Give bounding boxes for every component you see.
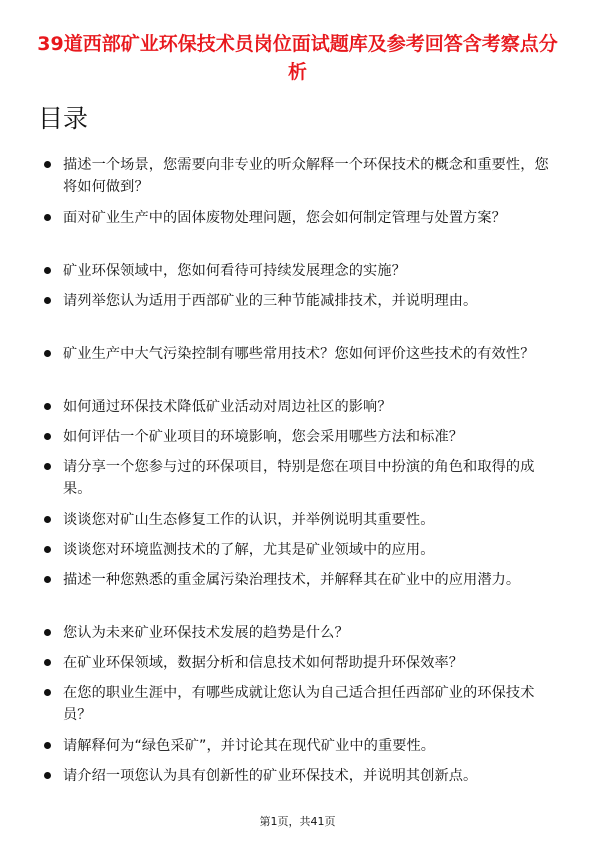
- bullet-icon: [44, 629, 51, 636]
- bullet-icon: [44, 689, 51, 696]
- toc-item-text: 矿业环保领域中，您如何看待可持续发展理念的实施？: [63, 263, 406, 279]
- bullet-icon: [44, 546, 51, 553]
- toc-item-text: 描述一种您熟悉的重金属污染治理技术，并解释其在矿业中的应用潜力。: [63, 572, 521, 588]
- toc-item-text: 如何通过环保技术降低矿业活动对周边社区的影响？: [63, 399, 392, 415]
- bullet-icon: [44, 463, 51, 470]
- bullet-icon: [44, 267, 51, 274]
- toc-item-text: 请分享一个您参与过的环保项目，特别是您在项目中扮演的角色和取得的成果。: [63, 459, 535, 497]
- bullet-icon: [44, 350, 51, 357]
- toc-item-text: 请解释何为“绿色采矿”，并讨论其在现代矿业中的重要性。: [63, 738, 436, 754]
- bullet-icon: [44, 214, 51, 221]
- bullet-icon: [44, 576, 51, 583]
- bullet-icon: [44, 742, 51, 749]
- bullet-icon: [44, 516, 51, 523]
- toc-item-text: 谈谈您对环境监测技术的了解，尤其是矿业领域中的应用。: [63, 542, 435, 558]
- page-footer: 第1页，共41页: [259, 815, 336, 828]
- toc-item-text: 描述一个场景，您需要向非专业的听众解释一个环保技术的概念和重要性，您将如何做到？: [63, 157, 549, 195]
- toc-item-text: 面对矿业生产中的固体废物处理问题，您会如何制定管理与处置方案？: [63, 210, 506, 226]
- toc-heading: 目录: [38, 104, 89, 133]
- toc-item-text: 在您的职业生涯中，有哪些成就让您认为自己适合担任西部矿业的环保技术员？: [63, 685, 535, 723]
- toc-item-text: 如何评估一个矿业项目的环境影响，您会采用哪些方法和标准？: [63, 429, 464, 445]
- toc-item-text: 请列举您认为适用于西部矿业的三种节能减排技术，并说明理由。: [63, 293, 478, 309]
- toc-item-text: 您认为未来矿业环保技术发展的趋势是什么？: [63, 625, 349, 641]
- bullet-icon: [44, 433, 51, 440]
- bullet-icon: [44, 659, 51, 666]
- toc-item-text: 谈谈您对矿山生态修复工作的认识，并举例说明其重要性。: [63, 512, 435, 528]
- bullet-icon: [44, 403, 51, 410]
- bullet-icon: [44, 297, 51, 304]
- toc-item-text: 在矿业环保领域，数据分析和信息技术如何帮助提升环保效率？: [63, 655, 464, 671]
- bullet-icon: [44, 772, 51, 779]
- document-title: 39道西部矿业环保技术员岗位面试题库及参考回答含考察点分析: [37, 33, 558, 83]
- toc-item-text: 请介绍一项您认为具有创新性的矿业环保技术，并说明其创新点。: [63, 768, 478, 784]
- bullet-icon: [44, 161, 51, 168]
- toc-item-text: 矿业生产中大气污染控制有哪些常用技术？您如何评价这些技术的有效性？: [63, 346, 535, 362]
